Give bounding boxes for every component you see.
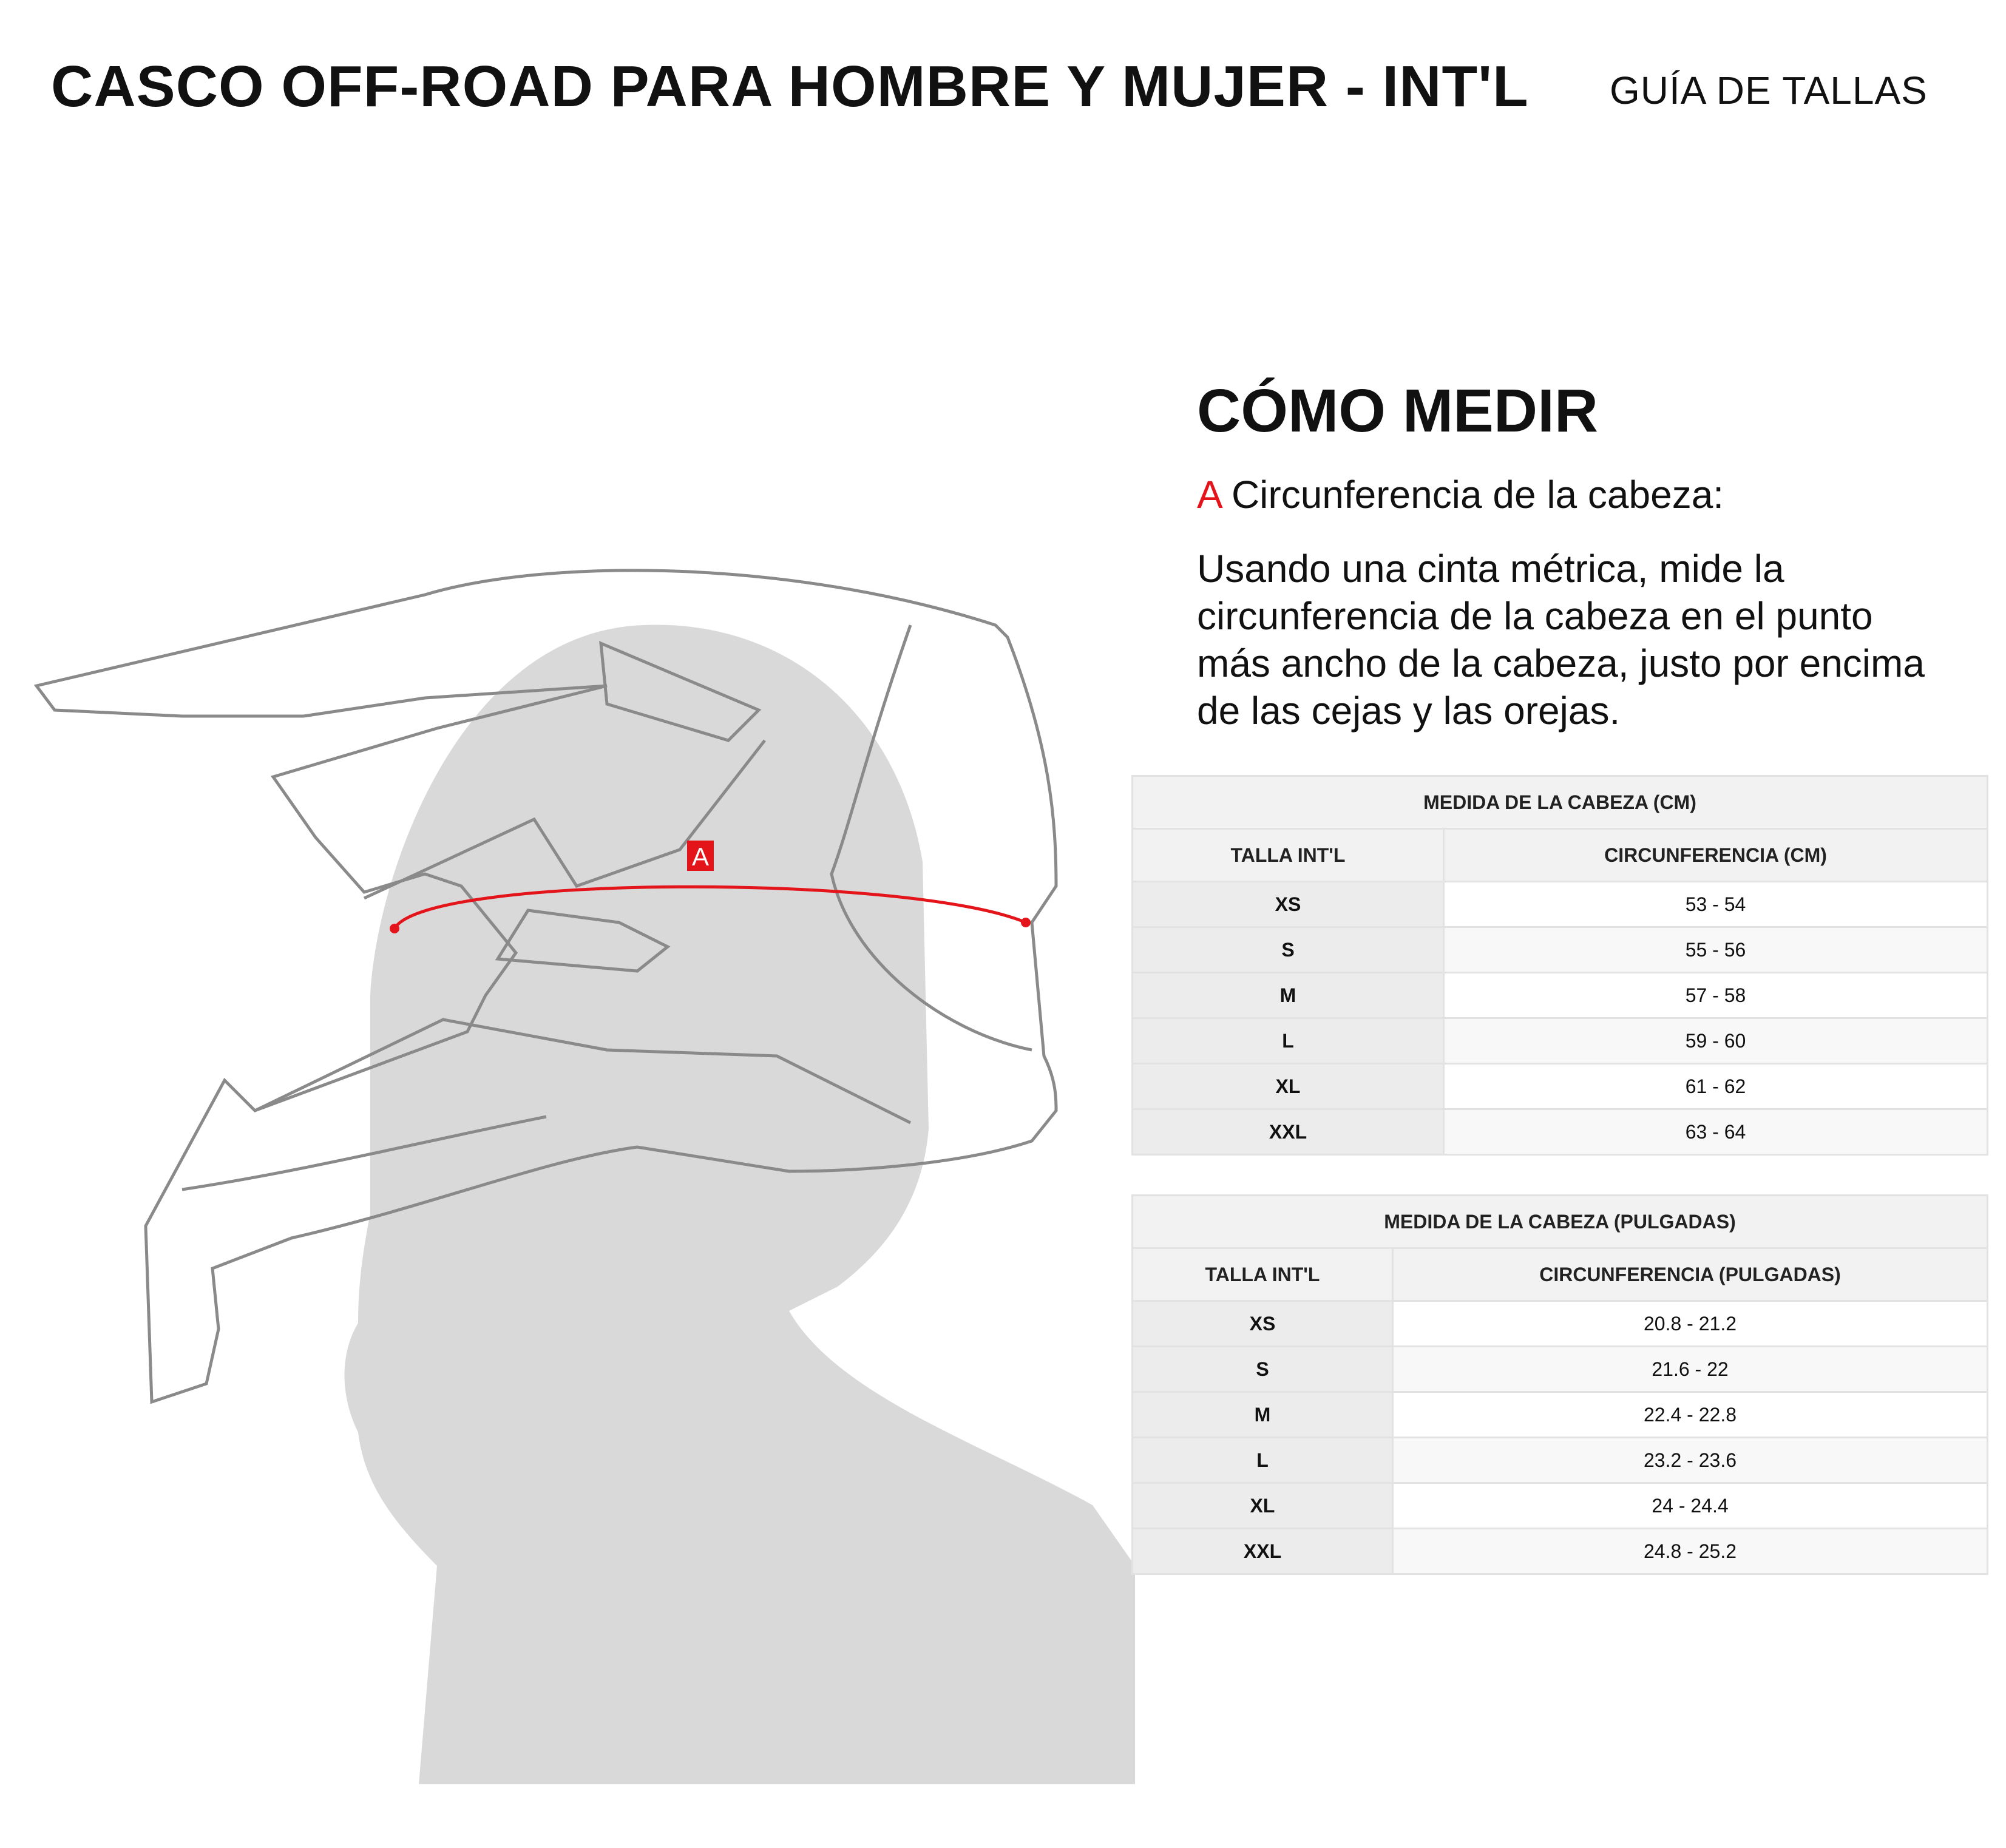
table-caption: MEDIDA DE LA CABEZA (PULGADAS): [1133, 1196, 1988, 1248]
circumference-cell: 22.4 - 22.8: [1393, 1392, 1988, 1438]
circumference-cell: 55 - 56: [1444, 927, 1988, 973]
person-silhouette: [345, 625, 1136, 1784]
size-table-cm: [1131, 775, 1988, 1156]
table-row: [1133, 1529, 1988, 1574]
marker-a: A: [1197, 473, 1221, 516]
circumference-cell: 53 - 54: [1444, 882, 1988, 927]
table-row: [1133, 1301, 1988, 1347]
circumference-cell: 24.8 - 25.2: [1393, 1529, 1988, 1574]
size-cell: XL: [1133, 1483, 1393, 1529]
size-cell: S: [1133, 1347, 1393, 1392]
column-header-circumference: CIRCUNFERENCIA (CM): [1444, 829, 1988, 882]
table-row: [1133, 1483, 1988, 1529]
size-cell: XXL: [1133, 1529, 1393, 1574]
circumference-cell: 63 - 64: [1444, 1109, 1988, 1155]
circumference-cell: 23.2 - 23.6: [1393, 1438, 1988, 1483]
size-cell: L: [1133, 1438, 1393, 1483]
size-cell: XS: [1133, 1301, 1393, 1347]
table-row: [1133, 1064, 1988, 1109]
size-cell: XL: [1133, 1064, 1444, 1109]
circumference-cell: 21.6 - 22: [1393, 1347, 1988, 1392]
column-header-circumference: CIRCUNFERENCIA (PULGADAS): [1393, 1248, 1988, 1301]
helmet-measurement-illustration: [0, 534, 1135, 1790]
how-to-measure-heading: CÓMO MEDIR: [1197, 377, 1599, 445]
size-cell: S: [1133, 927, 1444, 973]
page-title: CASCO OFF-ROAD PARA HOMBRE Y MUJER - INT'L: [51, 54, 1529, 119]
table-row: [1133, 882, 1988, 927]
size-cell: XS: [1133, 882, 1444, 927]
table-row: [1133, 1347, 1988, 1392]
table-row: [1133, 1438, 1988, 1483]
circumference-cell: 24 - 24.4: [1393, 1483, 1988, 1529]
table-row: [1133, 1109, 1988, 1155]
table-row: [1133, 973, 1988, 1018]
column-header-size: TALLA INT'L: [1133, 829, 1444, 882]
circumference-cell: 61 - 62: [1444, 1064, 1988, 1109]
size-cell: XXL: [1133, 1109, 1444, 1155]
table-row: [1133, 1018, 1988, 1064]
table-row: [1133, 927, 1988, 973]
instructions-text: Usando una cinta métrica, mide la circunferencia de la cabeza en el punto más ancho de la cabeza, justo por encima de las cejas y las orejas.: [1197, 547, 1925, 733]
table-body: [1133, 882, 1988, 1155]
measure-label-text: Circunferencia de la cabeza:: [1231, 473, 1724, 516]
table-caption: MEDIDA DE LA CABEZA (CM): [1133, 776, 1988, 829]
circumference-cell: 59 - 60: [1444, 1018, 1988, 1064]
size-cell: L: [1133, 1018, 1444, 1064]
measure-label: [1197, 472, 1724, 517]
size-cell: M: [1133, 973, 1444, 1018]
circumference-cell: 57 - 58: [1444, 973, 1988, 1018]
marker-a-label: A: [691, 842, 710, 871]
size-guide-link[interactable]: GUÍA DE TALLAS: [1610, 69, 1928, 112]
column-header-size: TALLA INT'L: [1133, 1248, 1393, 1301]
size-cell: M: [1133, 1392, 1393, 1438]
table-body: [1133, 1301, 1988, 1574]
table-row: [1133, 1392, 1988, 1438]
circumference-cell: 20.8 - 21.2: [1393, 1301, 1988, 1347]
size-table-inches: [1131, 1194, 1988, 1575]
